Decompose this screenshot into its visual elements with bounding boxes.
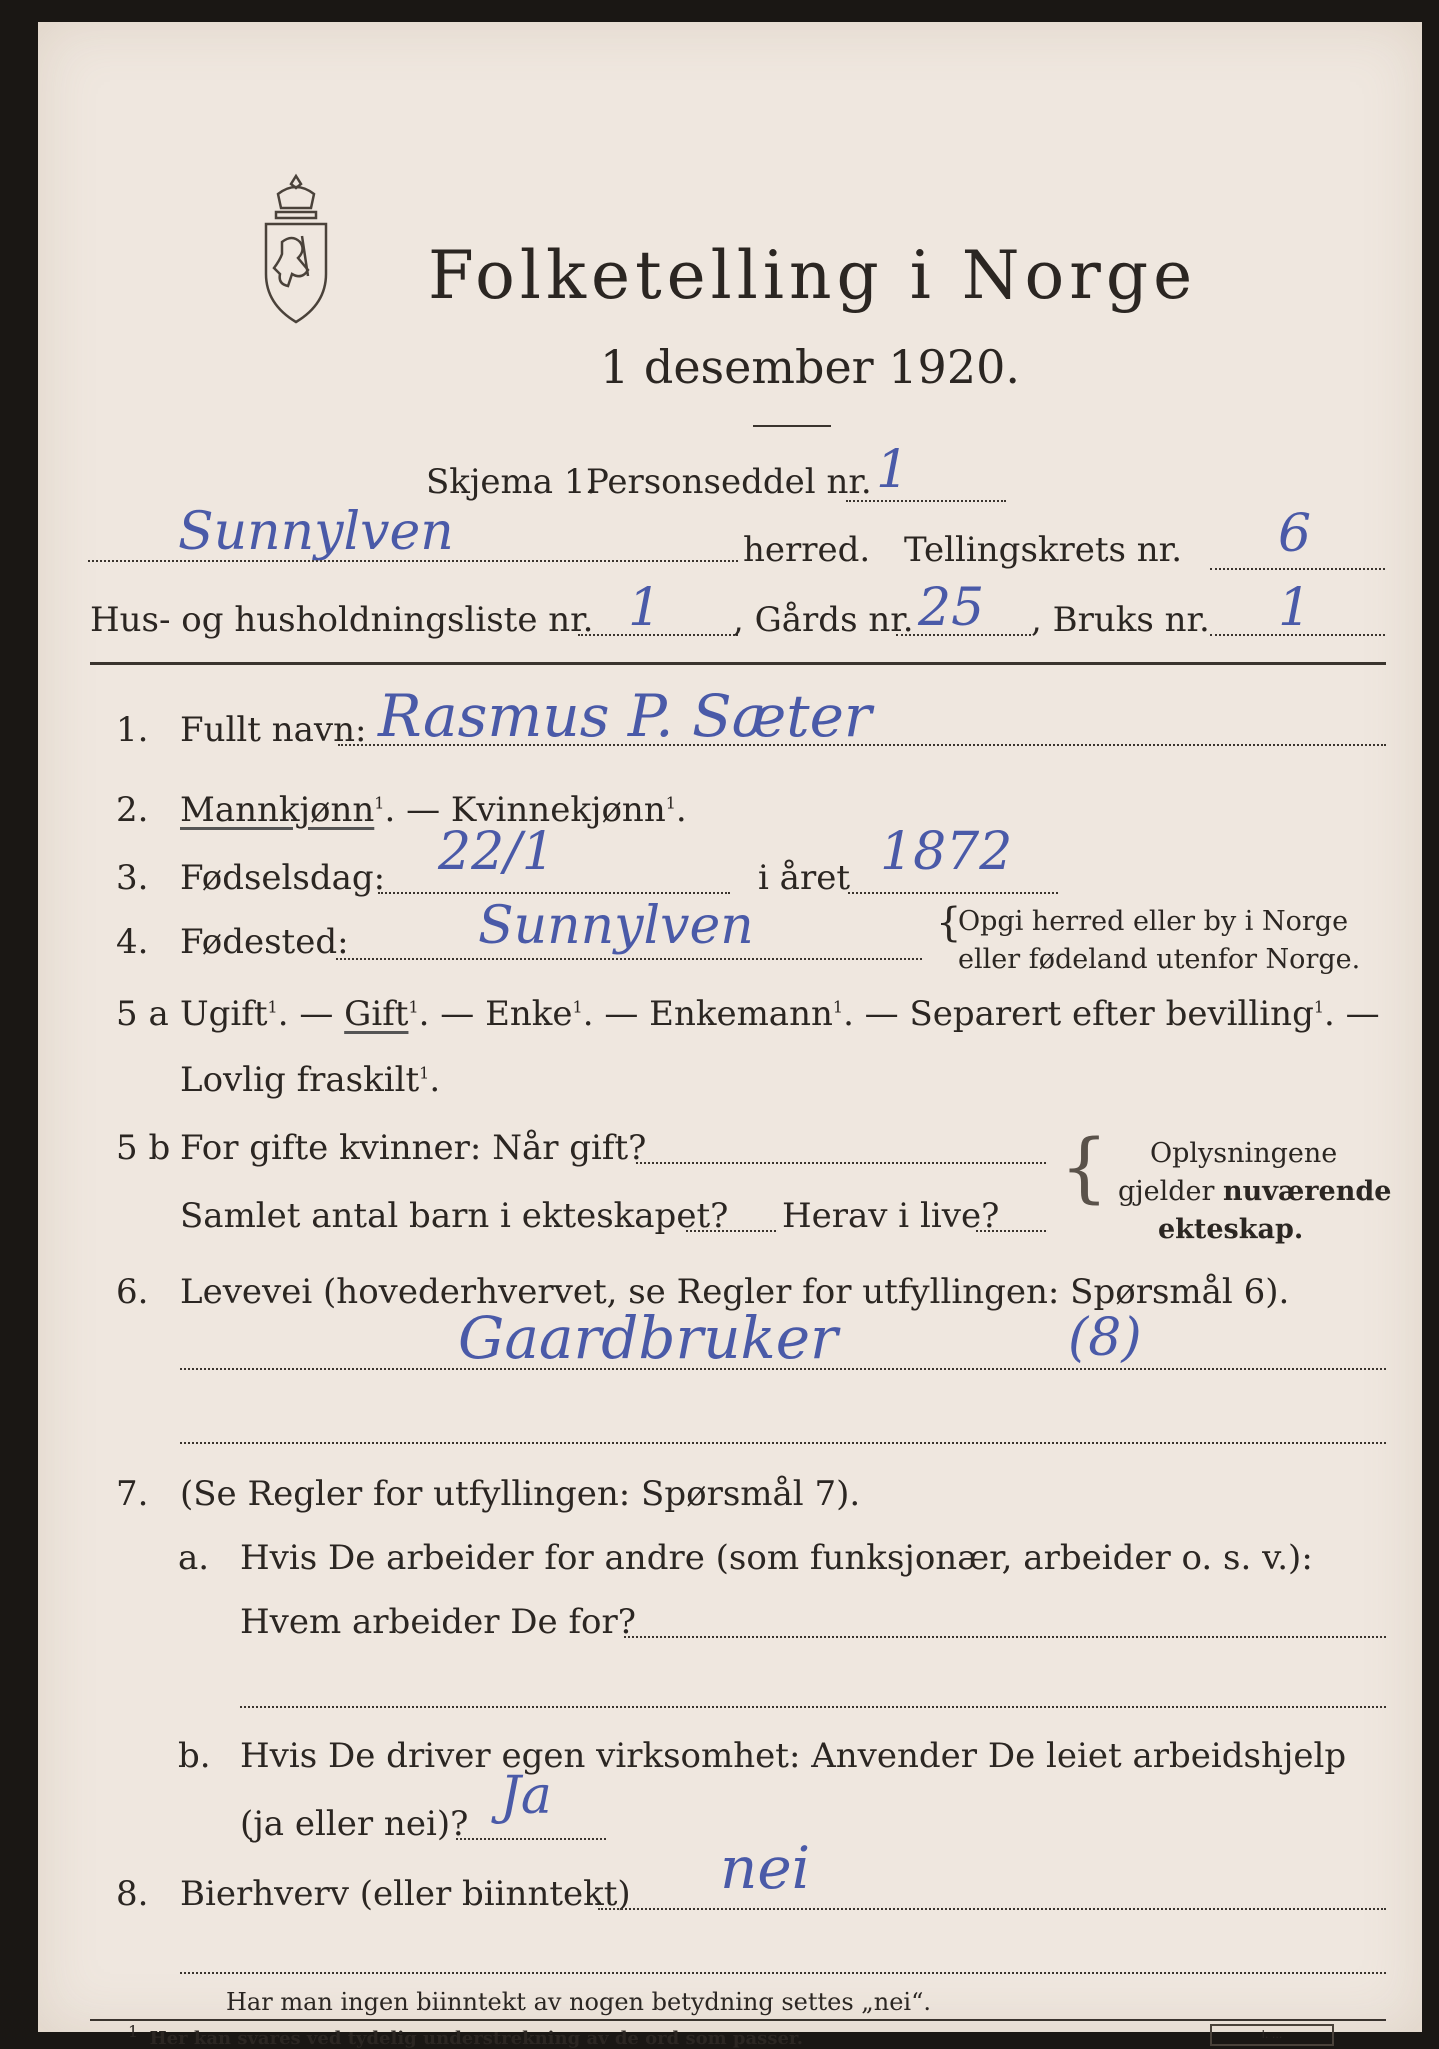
birthplace-note-1: Opgi herred eller by i Norge <box>958 906 1349 937</box>
hired-help-value: Ja <box>500 1766 552 1826</box>
personseddel-line <box>846 500 1006 502</box>
side-income-value: nei <box>720 1834 811 1902</box>
birthplace-line <box>336 958 922 960</box>
printer-stamp: I. ... <box>1210 2024 1334 2046</box>
form-title: Folketelling i Norge <box>428 237 1198 314</box>
birth-year-line <box>848 892 1058 894</box>
q2-number: 2. <box>116 790 149 830</box>
q7-label: (Se Regler for utfyllingen: Spørsmål 7). <box>180 1474 861 1514</box>
employer-line <box>624 1636 1386 1638</box>
alive-label: Herav i live? <box>782 1196 1000 1236</box>
tellingskrets-value: 6 <box>1278 504 1312 564</box>
herred-line <box>88 560 738 562</box>
alive-line <box>976 1230 1046 1232</box>
bruks-label: , Bruks nr. <box>1031 600 1210 640</box>
married-option: Gift <box>344 994 409 1034</box>
married-women-label: For gifte kvinner: Når gift? <box>180 1128 647 1168</box>
marriage-note-3: ekteskap. <box>1158 1214 1304 1245</box>
occupation-line-2 <box>180 1442 1386 1444</box>
herred-value: Sunnylven <box>178 502 454 562</box>
q4-number: 4. <box>116 922 149 962</box>
full-name-value: Rasmus P. Sæter <box>378 682 872 750</box>
gards-label: , Gårds nr. <box>733 600 914 640</box>
q5b-number: 5 b <box>116 1128 171 1168</box>
birthdate-label: Fødselsdag: <box>180 858 386 898</box>
divorced-option: Lovlig fraskilt$^1$. <box>180 1060 441 1100</box>
works-for-others-label: Hvis De arbeider for andre (som funksjonær, arbeider o. s. v.): <box>240 1538 1313 1578</box>
birthplace-value: Sunnylven <box>478 896 754 956</box>
birth-year-label: i året <box>758 858 850 898</box>
when-married-line <box>636 1162 1046 1164</box>
q5a-number: 5 a <box>116 994 169 1034</box>
q8-number: 8. <box>116 1874 149 1914</box>
marriage-note-brace: { <box>1060 1122 1109 1211</box>
self-employed-label: Hvis De driver egen virksomhet: Anvender De leiet arbeidshjelp <box>240 1736 1347 1776</box>
herred-label: herred. <box>743 530 871 570</box>
children-line <box>686 1230 776 1232</box>
q7a-number: a. <box>178 1538 210 1578</box>
personseddel-value: 1 <box>876 440 910 500</box>
norwegian-coat-of-arms-icon <box>256 172 336 332</box>
hired-help-label: (ja eller nei)? <box>240 1804 469 1844</box>
q3-number: 3. <box>116 858 149 898</box>
gards-value: 25 <box>918 578 985 638</box>
birthdate-line <box>378 892 730 894</box>
q1-number: 1. <box>116 710 149 750</box>
header-divider <box>90 662 1386 665</box>
birthdate-value: 22/1 <box>438 822 555 882</box>
footer-divider <box>90 2019 1386 2021</box>
birthplace-label: Fødested: <box>180 922 349 962</box>
sex-options: Mannkjønn$^1$. — Kvinnekjønn$^1$. <box>180 790 687 830</box>
male-option: Mannkjønn <box>180 790 375 830</box>
side-income-label: Bierhverv (eller biinntekt) <box>180 1874 631 1914</box>
census-form-paper <box>38 22 1422 2032</box>
q6-number: 6. <box>116 1272 149 1312</box>
employer-label: Hvem arbeider De for? <box>240 1602 636 1642</box>
marital-status-options: Ugift$^1$. — Gift$^1$. — Enke$^1$. — Enkemann$^1$. — Separert efter bevilling$^1$. — <box>180 994 1380 1034</box>
q7-number: 7. <box>116 1474 149 1514</box>
q7b-number: b. <box>178 1736 211 1776</box>
marriage-note-2: gjelder nuværende <box>1118 1176 1392 1207</box>
birth-year-value: 1872 <box>880 822 1013 882</box>
marriage-note-1: Oplysningene <box>1150 1138 1338 1169</box>
birthplace-note-2: eller fødeland utenfor Norge. <box>958 944 1361 975</box>
no-income-note: Har man ingen biinntekt av nogen betydning settes „nei“. <box>226 1988 931 2016</box>
tellingskrets-label: Tellingskrets nr. <box>904 530 1183 570</box>
title-divider <box>753 425 831 427</box>
hus-value: 1 <box>628 578 662 638</box>
side-income-line <box>598 1908 1386 1910</box>
employer-line-2 <box>240 1706 1386 1708</box>
birthplace-brace: { <box>936 900 962 946</box>
skjema-label: Skjema 1. <box>426 462 597 502</box>
census-date: 1 desember 1920. <box>600 340 1020 394</box>
hired-help-line <box>456 1838 606 1840</box>
footnote: $^1$ Her kan svares ved tydelig understrekning av de ord som passer. <box>128 2022 804 2049</box>
full-name-label: Fullt navn: <box>180 710 367 750</box>
children-label: Samlet antal barn i ekteskapet? <box>180 1196 729 1236</box>
occupation-line-1 <box>180 1368 1386 1370</box>
personseddel-label: Personseddel nr. <box>586 462 872 502</box>
hus-label: Hus- og husholdningsliste nr. <box>90 600 594 640</box>
female-option: Kvinnekjønn <box>450 790 666 830</box>
bruks-value: 1 <box>1278 578 1312 638</box>
tellingskrets-line <box>1210 568 1385 570</box>
side-income-line-2 <box>180 1972 1386 1974</box>
occupation-label: Levevei (hovederhvervet, se Regler for utfyllingen: Spørsmål 6). <box>180 1272 1290 1312</box>
occupation-value: Gaardbruker <box>458 1304 838 1372</box>
occupation-code: (8) <box>1068 1308 1142 1368</box>
